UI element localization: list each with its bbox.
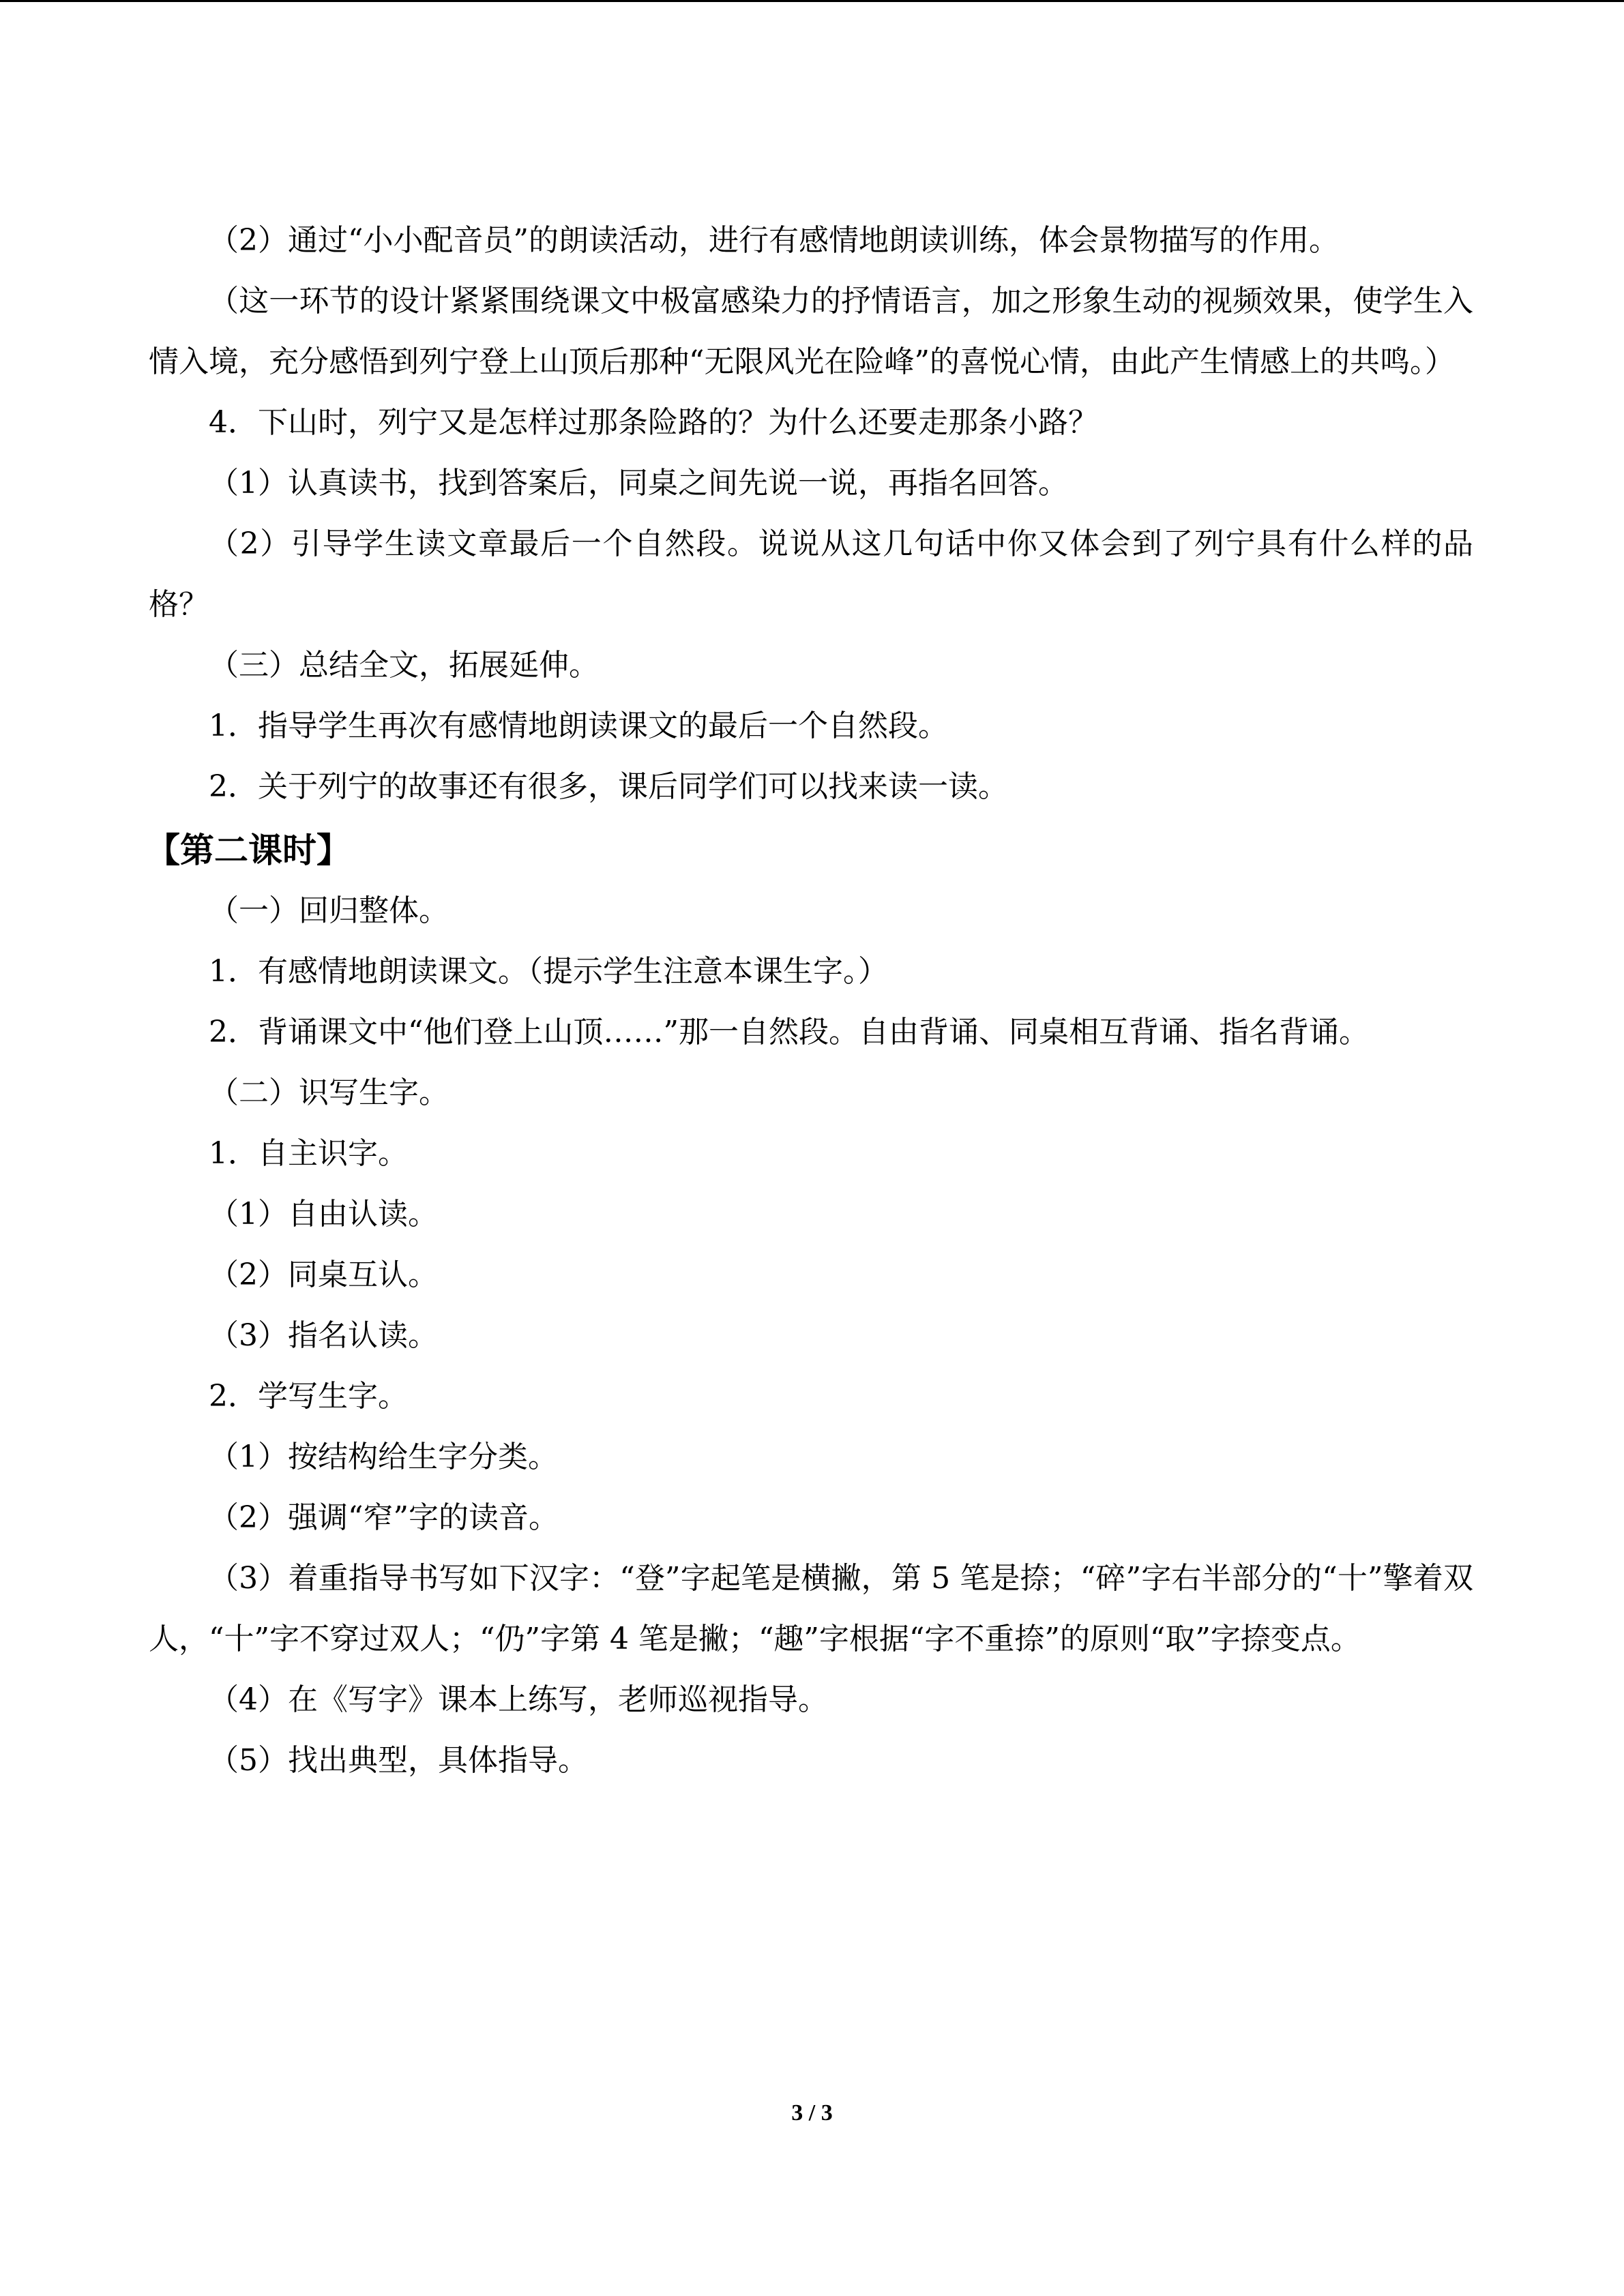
paragraph: （2）引导学生读文章最后一个自然段。说说从这几句话中你又体会到了列宁具有什么样的品格？ xyxy=(149,526,1473,622)
paragraph: 1．有感情地朗读课文。（提示学生注意本课生字。） xyxy=(209,954,888,989)
paragraph: （1）认真读书，找到答案后，同桌之间先说一说，再指名回答。 xyxy=(209,466,1068,501)
paragraph: （2）通过“小小配音员”的朗读活动，进行有感情地朗读训练，体会景物描写的作用。 xyxy=(209,223,1339,258)
paragraph: 4．下山时，列宁又是怎样过那条险路的？为什么还要走那条小路？ xyxy=(209,405,1098,440)
paragraph: 1．自主识字。 xyxy=(209,1136,408,1171)
top-border-line xyxy=(0,0,1624,2)
paragraph: （3）指名认读。 xyxy=(209,1318,438,1353)
document-body xyxy=(146,210,1473,1791)
paragraph: （这一环节的设计紧紧围绕课文中极富感染力的抒情语言，加之形象生动的视频效果，使学生入情入境，充分感悟到列宁登上山顶后那种“无限风光在险峰”的喜悦心情，由此产生情感上的共鸣。） xyxy=(149,284,1473,379)
paragraph: （二）识写生字。 xyxy=(209,1075,449,1110)
section-heading: 【第二课时】 xyxy=(146,830,351,870)
paragraph: 1．指导学生再次有感情地朗读课文的最后一个自然段。 xyxy=(209,709,948,743)
paragraph: （4）在《写字》课本上练写，老师巡视指导。 xyxy=(209,1682,828,1717)
paragraph: （三）总结全文，拓展延伸。 xyxy=(209,648,599,683)
paragraph: （2）同桌互认。 xyxy=(209,1257,438,1292)
paragraph: 2．学写生字。 xyxy=(209,1379,408,1414)
paragraph: 2．背诵课文中“他们登上山顶……”那一自然段。自由背诵、同桌相互背诵、指名背诵。 xyxy=(209,1015,1369,1049)
page-number: 3 / 3 xyxy=(791,2100,833,2126)
paragraph: （3）着重指导书写如下汉字：“登”字起笔是横撇，第 5 笔是捺；“碎”字右半部分的“十”擎着双人，“十”字不穿过双人；“仍”字第 4 笔是撇；“趣”字根据“字不重捺”的原则“取”字捺变点。 xyxy=(149,1561,1473,1656)
paragraph: （5）找出典型，具体指导。 xyxy=(209,1743,588,1778)
paragraph: （1）按结构给生字分类。 xyxy=(209,1440,558,1474)
paragraph: 2．关于列宁的故事还有很多，课后同学们可以找来读一读。 xyxy=(209,769,1008,804)
paragraph: （一）回归整体。 xyxy=(209,893,449,928)
paragraph: （2）强调“窄”字的读音。 xyxy=(209,1500,559,1535)
paragraph: （1）自由认读。 xyxy=(209,1197,438,1232)
